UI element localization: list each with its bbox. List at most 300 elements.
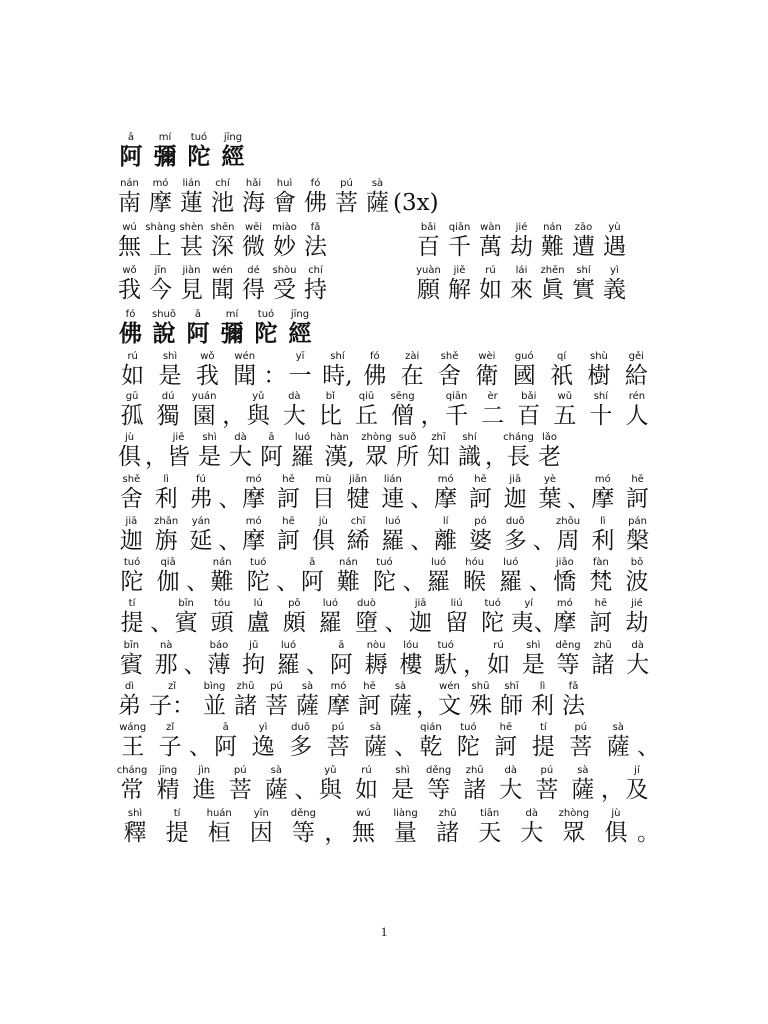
character-with-pinyin [114,516,149,560]
hanzi: 訶 [589,610,613,636]
pinyin: fǎ [568,681,579,692]
character-with-pinyin [149,516,184,560]
pinyin: nán [339,557,358,568]
pinyin: yǔ [252,391,265,402]
punctuation-mark [324,808,348,852]
pinyin: zhòng [558,808,590,819]
hanzi: 殊 [469,693,492,719]
pinyin: yì [610,265,619,276]
pinyin: zài [405,351,420,362]
character-with-pinyin [511,808,553,852]
character-with-pinyin [176,265,207,309]
pinyin: hē [282,474,295,485]
pinyin: zhū [593,640,612,651]
pinyin: ā [127,132,135,143]
character-with-pinyin [385,681,416,725]
character-with-pinyin [565,765,601,809]
pinyin: jù [611,808,621,819]
hanzi: 利 [154,486,178,512]
character-with-pinyin [114,640,149,684]
character-with-pinyin [114,474,149,518]
pinyin: pán [628,516,647,527]
character-with-pinyin [475,391,511,435]
hanzi: 佛 [119,320,142,347]
hanzi: 陀 [246,569,270,595]
character-with-pinyin [271,516,306,560]
character-with-pinyin [434,681,465,725]
character-with-pinyin [444,222,475,266]
pinyin: sà [612,722,624,733]
hanzi: 陀 [456,734,480,760]
hanzi: 我 [195,363,219,389]
character-with-pinyin [276,598,312,642]
hanzi: 陀 [120,569,144,595]
verse-line [0,640,768,684]
pinyin: sà [394,681,407,692]
pinyin: dà [234,432,247,443]
hanzi: 訶 [494,734,518,760]
character-with-pinyin [376,516,411,560]
character-with-pinyin [114,132,148,176]
hanzi: 、 [186,569,210,595]
character-with-pinyin [114,391,150,435]
hanzi: 羅 [318,610,342,636]
hanzi: 。 [637,820,660,846]
character-with-pinyin [619,391,655,435]
punctuation-mark [402,557,426,601]
character-with-pinyin [226,351,263,395]
character-with-pinyin [428,474,463,518]
pinyin: děng [555,640,581,651]
pinyin: shòu [272,265,297,276]
character-with-pinyin [282,722,319,766]
pinyin: jiā [125,516,138,527]
pinyin: pú [340,178,353,189]
character-with-pinyin [537,265,568,309]
hanzi: 薩 [296,693,319,719]
hanzi: 海 [242,190,265,216]
pinyin: tí [128,598,136,609]
character-with-pinyin [294,557,330,601]
pinyin: pú [270,681,283,692]
hanzi: 迦 [119,528,143,554]
pinyin: shàng [145,222,176,233]
character-with-pinyin [114,265,145,309]
hanzi: 墮 [354,610,378,636]
verse-line [0,808,768,852]
pinyin: sēng [390,391,415,402]
character-with-pinyin [150,391,186,435]
character-with-pinyin [151,351,188,395]
character-with-pinyin [412,722,449,766]
pinyin: lián [182,178,201,189]
hanzi: 在 [400,363,424,389]
pinyin: yí [524,598,534,609]
punctuation-mark [218,474,242,518]
character-with-pinyin [537,222,568,266]
character-with-pinyin [496,681,527,725]
pinyin: wàn [480,222,501,233]
verse-line [0,474,768,518]
pinyin: yù [608,222,621,233]
verse-line [0,222,768,266]
hanzi: 俱 [311,528,335,554]
character-with-pinyin [357,722,394,766]
pinyin: ā [309,557,316,568]
hanzi: 賓 [119,652,143,678]
hanzi: 眾 [365,444,388,470]
hanzi: 時, [322,363,353,389]
hanzi: 俱 [118,444,141,470]
hanzi: 羅 [499,569,523,595]
pinyin: shě [122,474,141,485]
character-with-pinyin [114,681,145,725]
pinyin: pú [331,722,345,733]
character-with-pinyin [249,309,283,353]
character-with-pinyin [487,722,524,766]
hanzi: 薩 [366,190,389,216]
pinyin: mù [315,474,332,485]
hanzi: 訶 [277,486,301,512]
pinyin: tuó [257,309,275,320]
character-with-pinyin [194,432,225,476]
hanzi: 萬 [479,234,502,260]
hanzi: 十 [589,403,613,429]
pinyin: nán [212,557,232,568]
hanzi: 眾 [562,820,586,846]
character-with-pinyin [149,474,184,518]
hanzi: 、 [218,528,242,554]
character-with-pinyin [204,557,240,601]
hanzi: 陀 [187,143,211,170]
hanzi: 長 [507,444,530,470]
hanzi: 多 [289,734,313,760]
character-with-pinyin [207,178,238,222]
pinyin: mó [556,598,573,609]
pinyin: wǔ [557,391,573,402]
hanzi: 國 [512,363,536,389]
hanzi: 迦 [503,486,527,512]
verse-line [0,391,768,435]
hanzi: 園 [192,403,216,429]
pinyin: pó [474,516,487,527]
punctuation-mark [186,557,210,601]
character-with-pinyin [156,808,198,852]
character-with-pinyin [423,432,454,476]
hanzi: 、 [294,777,318,803]
hanzi: 如 [121,363,145,389]
hanzi: 摩 [242,528,266,554]
pinyin: hóu [465,557,485,568]
hanzi: 桓 [207,820,231,846]
pinyin: jié [515,222,528,233]
hanzi: 佛 [363,363,387,389]
punctuation-mark [305,640,329,684]
pinyin: liàng [393,808,418,819]
hanzi: 薄 [207,652,231,678]
character-with-pinyin [150,765,186,809]
character-with-pinyin [184,474,219,518]
pinyin: bīn [178,598,194,609]
character-with-pinyin [145,265,176,309]
pinyin: tuó [460,722,477,733]
pinyin: chí [215,178,230,189]
character-with-pinyin [202,640,237,684]
character-with-pinyin [493,765,529,809]
character-with-pinyin [189,351,226,395]
character-with-pinyin [324,640,359,684]
pinyin: mó [594,474,611,485]
character-with-pinyin [319,351,356,395]
hanzi: 大 [499,777,523,803]
character-with-pinyin [385,391,421,435]
hanzi: 留 [445,610,469,636]
punctuation-mark [183,640,207,684]
character-with-pinyin [176,178,207,222]
pinyin: tuó [190,132,208,143]
pinyin: lǎo [541,432,558,443]
hanzi: 無 [118,234,141,260]
hanzi: 義 [603,277,626,303]
pinyin: děng [290,808,316,819]
hanzi: 連 [381,486,405,512]
title-line [0,132,768,176]
character-with-pinyin [225,432,256,476]
pinyin: miào [272,222,297,233]
character-with-pinyin [281,351,318,395]
hanzi: 、 [637,734,660,760]
pinyin: dà [504,765,517,776]
hanzi: 陀 [481,610,505,636]
character-with-pinyin [354,681,385,725]
character-with-pinyin [529,765,565,809]
hanzi: 弟 [118,693,141,719]
hanzi: 釋 [123,820,147,846]
pinyin: qiān [445,391,468,402]
pinyin: qí [557,351,567,362]
verse-line [0,557,768,601]
hanzi: 遇 [603,234,626,260]
hanzi: 皆 [167,444,190,470]
title-line [0,309,768,353]
pinyin: fó [310,178,321,189]
pinyin: jiān [349,474,368,485]
character-with-pinyin [287,432,318,476]
punctuation-mark [393,178,439,222]
punctuation-mark [410,516,434,560]
hanzi: 等 [556,652,580,678]
character-with-pinyin [244,722,281,766]
character-with-pinyin [583,557,619,601]
pinyin: shì [202,432,217,443]
verse-line [0,598,768,642]
character-with-pinyin [361,432,392,476]
character-with-pinyin [114,178,145,222]
hanzi: 彌 [153,143,177,170]
character-with-pinyin [330,557,366,601]
punctuation-mark [294,765,318,809]
pinyin: gū [125,391,139,402]
pinyin: shí [576,265,591,276]
hanzi: 絺 [346,528,370,554]
hanzi: 與 [246,403,270,429]
hanzi: 逸 [251,734,275,760]
character-with-pinyin [376,474,411,518]
hanzi: 菩 [335,190,358,216]
hanzi: 二 [481,403,505,429]
hanzi: 頭 [210,610,234,636]
pinyin: jīn [154,265,167,276]
punctuation-mark [150,598,174,642]
hanzi: 深 [211,234,234,260]
pinyin: sà [371,178,384,189]
character-with-pinyin [600,722,637,766]
pinyin: zhōu [556,516,581,527]
character-with-pinyin [551,640,586,684]
hanzi: 利 [591,528,615,554]
hanzi: 漢, [324,444,355,470]
pinyin: jìn [198,765,211,776]
character-with-pinyin [362,178,393,222]
pinyin: zhū [438,808,457,819]
character-with-pinyin [163,432,194,476]
hanzi: 槃 [626,528,650,554]
hanzi: 、 [567,486,591,512]
character-with-pinyin [114,432,145,476]
character-with-pinyin [599,265,630,309]
character-with-pinyin [207,222,238,266]
pinyin: ā [222,722,229,733]
pinyin: zhān [154,516,179,527]
hanzi: 因 [249,820,273,846]
character-with-pinyin [580,351,617,395]
character-with-pinyin [620,516,655,560]
character-with-pinyin [543,351,580,395]
pinyin: mí [225,309,239,320]
hanzi: 葉 [538,486,562,512]
punctuation-mark [276,557,300,601]
character-with-pinyin [547,557,583,601]
pinyin: sà [577,765,589,776]
pinyin: lái [515,265,528,276]
verse-line [0,722,768,766]
hanzi: 南 [118,190,141,216]
hanzi: 識 [458,444,481,470]
hanzi: 受 [273,277,296,303]
hanzi: 摩 [242,486,266,512]
hanzi: 進 [192,777,216,803]
punctuation-mark [410,474,434,518]
hanzi: 今 [149,277,172,303]
hanzi: 難 [210,569,234,595]
hanzi: 彌 [220,320,244,347]
hanzi: 實 [572,277,595,303]
pinyin: zhòng [361,432,392,443]
pinyin: mó [245,516,262,527]
character-with-pinyin [421,557,457,601]
character-with-pinyin [306,474,341,518]
hanzi: 薩 [363,734,387,760]
pinyin: yī [295,351,305,362]
character-with-pinyin [511,391,547,435]
hanzi: 菩 [265,693,288,719]
character-with-pinyin [114,598,150,642]
hanzi: 諸 [436,820,460,846]
character-with-pinyin [240,598,276,642]
hanzi: 阿 [214,734,238,760]
character-with-pinyin [568,265,599,309]
hanzi: 、 [394,734,418,760]
hanzi: 來 [510,277,533,303]
character-with-pinyin [312,391,348,435]
pinyin: lì [600,516,606,527]
hanzi: 妙 [273,234,296,260]
hanzi: 獨 [156,403,180,429]
hanzi: 甚 [180,234,203,260]
pinyin: huì [276,178,293,189]
hanzi: 梵 [589,569,613,595]
hanzi: 是 [158,363,182,389]
hanzi: 常 [120,777,144,803]
character-with-pinyin [300,222,331,266]
character-with-pinyin [568,222,599,266]
hanzi: 、 [218,486,242,512]
character-with-pinyin [114,808,156,852]
character-with-pinyin [236,640,271,684]
character-with-pinyin [562,722,599,766]
pinyin: ā [194,309,202,320]
pinyin: dé [247,265,260,276]
character-with-pinyin [186,765,222,809]
character-with-pinyin [583,598,619,642]
pinyin: cháng [503,432,534,443]
pinyin: shù [590,351,608,362]
pinyin: hē [499,722,513,733]
pinyin: dà [631,640,644,651]
character-with-pinyin [114,309,147,353]
hanzi: 薩 [264,777,288,803]
punctuation-mark [331,265,413,309]
hanzi: 如 [479,277,502,303]
pinyin: zāo [574,222,593,233]
pinyin: dì [124,681,135,692]
hanzi: 憍 [553,569,577,595]
pinyin: jiē [172,432,185,443]
hanzi: 迦 [409,610,433,636]
pinyin: shī [504,681,519,692]
pinyin: liú [450,598,463,609]
hanzi: 摩 [434,486,458,512]
character-with-pinyin [366,557,402,601]
character-with-pinyin [506,265,537,309]
hanzi: 菩 [228,777,252,803]
character-with-pinyin [469,808,511,852]
hanzi: 阿 [300,569,324,595]
character-with-pinyin [114,722,151,766]
pinyin: luó [322,598,338,609]
character-with-pinyin [620,640,655,684]
character-with-pinyin [319,722,356,766]
punctuation-mark [188,722,212,766]
pinyin: yuàn [416,265,441,276]
pinyin: mó [437,474,454,485]
hanzi: 、 [528,569,552,595]
character-with-pinyin [238,178,269,222]
pinyin: wēi [244,222,263,233]
pinyin: qiū [358,391,375,402]
pinyin: fǎ [310,222,321,233]
character-with-pinyin [341,516,376,560]
